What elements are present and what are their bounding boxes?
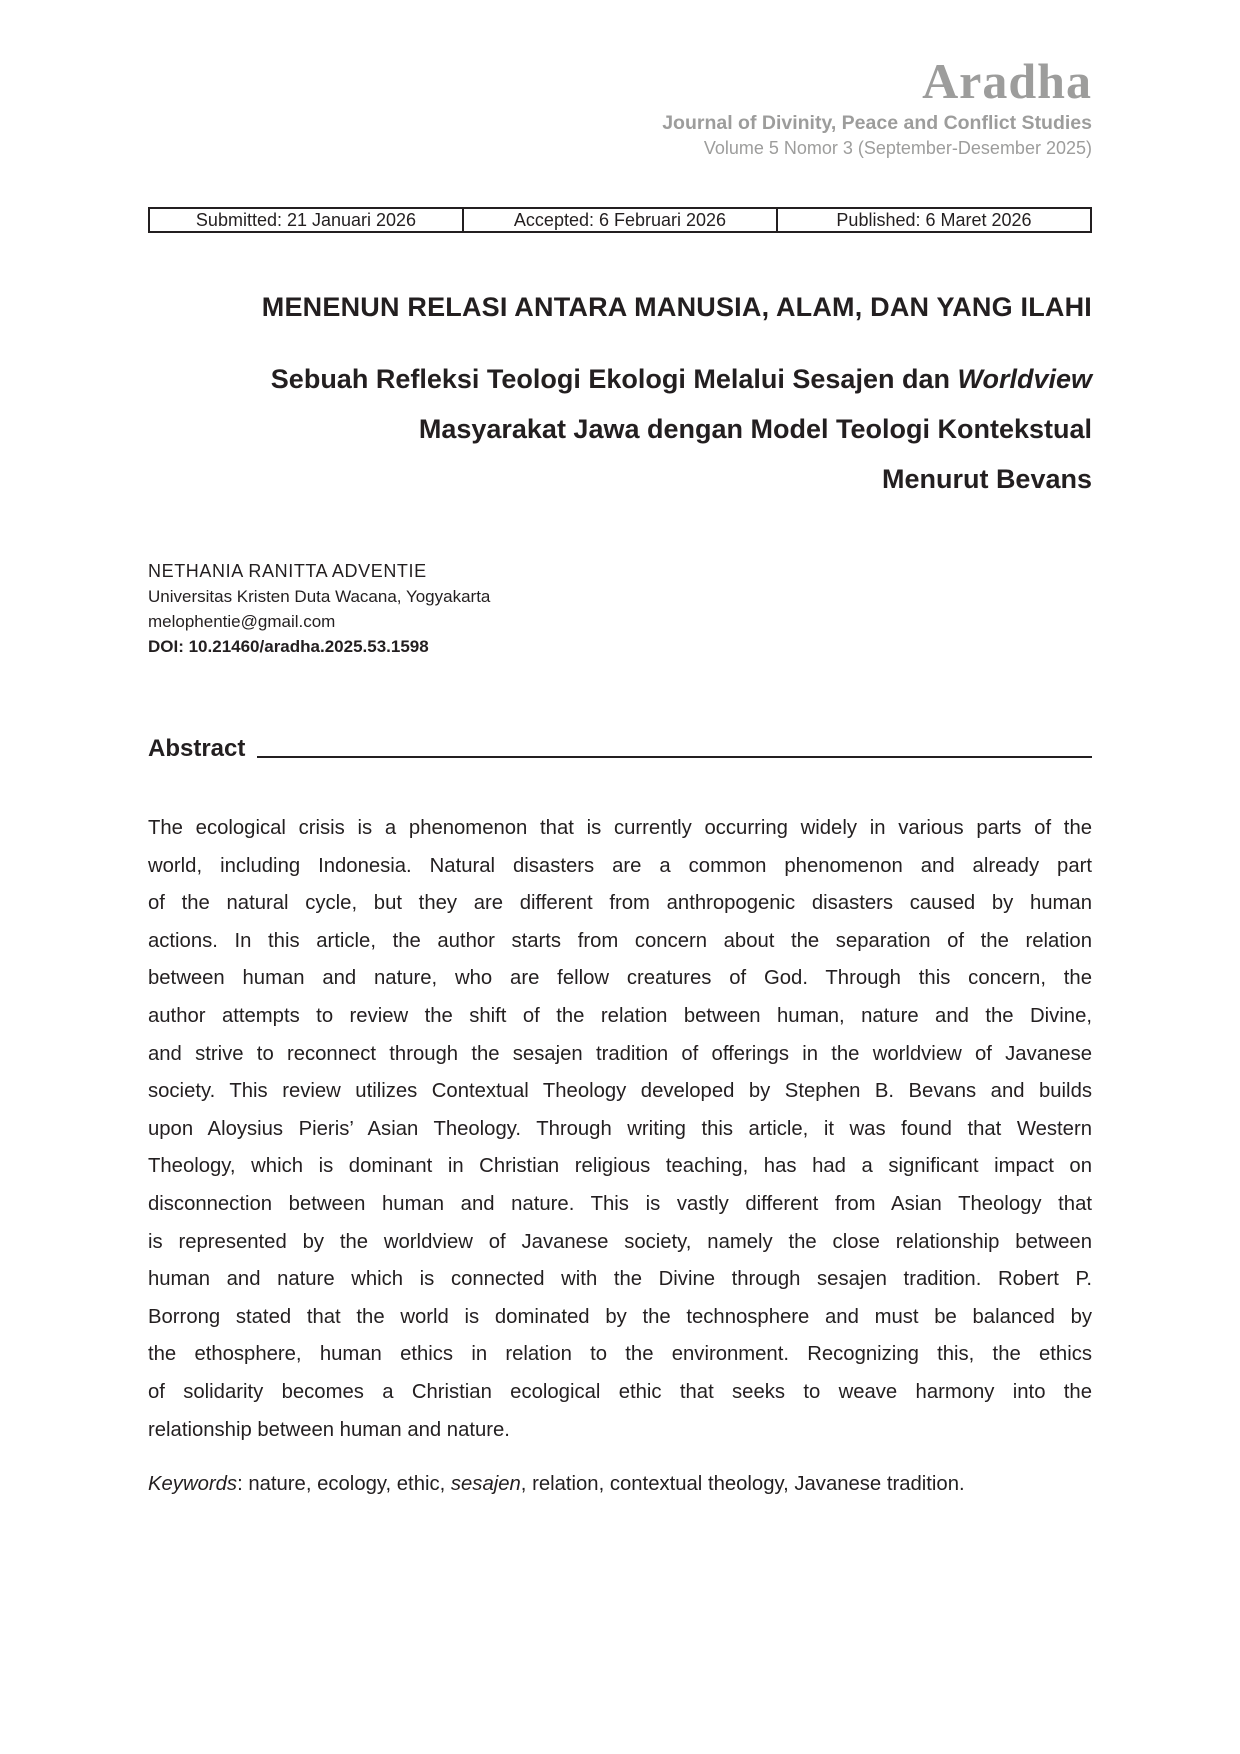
article-doi[interactable]: DOI: 10.21460/aradha.2025.53.1598 (148, 637, 429, 656)
keywords (148, 1469, 1092, 1499)
subtitle-line-3: Menurut Bevans (881, 464, 1092, 494)
abstract-line: Theology, which is dominant in Christian religious teaching, has had a significant impact on (148, 1155, 1092, 1178)
abstract-heading-rule (257, 756, 1092, 758)
abstract-line: actions. In this article, the author starts from concern about the separation of the relation (148, 929, 1092, 952)
journal-volume: Volume 5 Nomor 3 (September-Desember 2025) (703, 138, 1092, 159)
abstract-line: and strive to reconnect through the sesajen tradition of offerings in the worldview of Javanese (148, 1042, 1092, 1065)
subtitle-italic-term: Worldview (957, 364, 1092, 394)
abstract-heading (148, 734, 1092, 764)
article-title: MENENUN RELASI ANTARA MANUSIA, ALAM, DAN YANG ILAHI (261, 292, 1092, 322)
abstract-line: disconnection between human and nature. This is vastly different from Asian Theology that (148, 1192, 1092, 1215)
subtitle-line-1-text: Sebuah Refleksi Teologi Ekologi Melalui Sesajen dan (270, 364, 958, 394)
abstract-line: of the natural cycle, but they are different from anthropogenic disasters caused by human (148, 892, 1092, 915)
abstract-line: between human and nature, who are fellow creatures of God. Through this concern, the (148, 967, 1092, 990)
author-email[interactable]: melophentie@gmail.com (148, 612, 336, 631)
accepted-date: Accepted: 6 Februari 2026 (464, 209, 778, 231)
abstract-line: world, including Indonesia. Natural disasters are a common phenomenon and already part (148, 854, 1092, 877)
author-name: NETHANIA RANITTA ADVENTIE (148, 561, 427, 581)
publication-dates-table (148, 207, 1092, 233)
author-block (148, 558, 490, 659)
published-date: Published: 6 Maret 2026 (836, 210, 1032, 230)
abstract-line: society. This review utilizes Contextual Theology developed by Stephen B. Bevans and builds (148, 1080, 1092, 1103)
abstract-line: The ecological crisis is a phenomenon that is currently occurring widely in various parts of the (148, 817, 1092, 839)
abstract-line: relationship between human and nature. (148, 1418, 510, 1441)
article-subtitle (148, 354, 1092, 504)
subtitle-line-2: Masyarakat Jawa dengan Model Teologi Kontekstual (418, 414, 1092, 444)
journal-logo: Aradha (922, 53, 1092, 109)
author-affiliation: Universitas Kristen Duta Wacana, Yogyakarta (148, 587, 491, 606)
abstract-line: of solidarity becomes a Christian ecological ethic that seeks to weave harmony into the (148, 1380, 1092, 1403)
abstract-line: the ethosphere, human ethics in relation to the environment. Recognizing this, the ethics (148, 1343, 1092, 1366)
subtitle-line-1 (148, 354, 1092, 404)
abstract-line: author attempts to review the shift of the relation between human, nature and the Divine, (148, 1004, 1092, 1027)
abstract-body (148, 810, 1092, 1449)
keywords-text-1: : nature, ecology, ethic, (237, 1473, 451, 1495)
abstract-line: Borrong stated that the world is dominated by the technosphere and must be balanced by (148, 1305, 1092, 1328)
journal-header (662, 53, 1092, 160)
abstract-line: human and nature which is connected with the Divine through sesajen tradition. Robert P. (148, 1268, 1092, 1291)
journal-name: Journal of Divinity, Peace and Conflict Studies (662, 112, 1092, 134)
paper-page (148, 0, 1092, 1754)
abstract-line: is represented by the worldview of Javanese society, namely the close relationship between (148, 1230, 1092, 1253)
keywords-italic-term: sesajen (450, 1473, 521, 1495)
keywords-text-2: , relation, contextual theology, Javanese tradition. (520, 1473, 965, 1495)
abstract-line: upon Aloysius Pieris’ Asian Theology. Through writing this article, it was found that Western (148, 1117, 1092, 1140)
submitted-date: Submitted: 21 Januari 2026 (150, 209, 464, 231)
abstract-heading-label: Abstract (148, 735, 246, 762)
keywords-label: Keywords (148, 1473, 238, 1495)
